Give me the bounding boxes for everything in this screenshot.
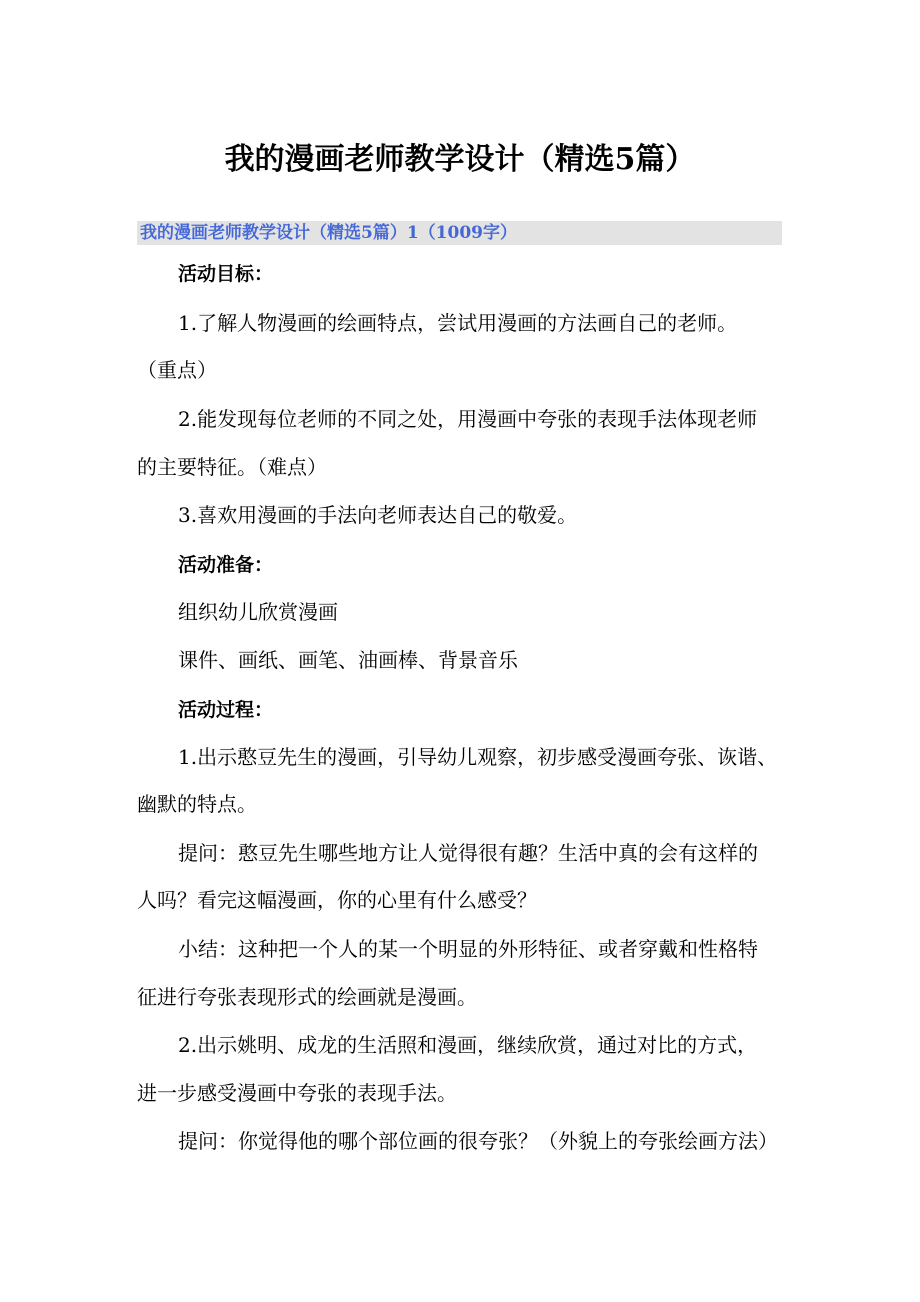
goal-1-line-1: 1.了解人物漫画的绘画特点，尝试用漫画的方法画自己的老师。 [178,311,738,335]
question-1-line-1: 提问：憨豆先生哪些地方让人觉得很有趣？生活中真的会有这样的 [178,841,758,865]
process-2-line-1: 2.出示姚明、成龙的生活照和漫画，继续欣赏，通过对比的方式， [178,1033,758,1057]
heading-activity-process: 活动过程： [178,699,274,721]
document-title: 我的漫画老师教学设计（精选5篇） [224,142,696,177]
goal-1-line-2: （重点） [137,358,217,382]
summary-line-2: 征进行夸张表现形式的绘画就是漫画。 [137,985,477,1009]
goal-2-line-2: 的主要特征。（难点） [137,455,327,479]
question-1-line-2: 人吗？看完这幅漫画，你的心里有什么感受？ [137,888,537,912]
heading-activity-goals: 活动目标： [178,263,274,285]
heading-activity-preparation: 活动准备： [178,554,274,576]
process-2-line-2: 进一步感受漫画中夸张的表现手法。 [137,1081,457,1105]
goal-2-line-1: 2.能发现每位老师的不同之处，用漫画中夸张的表现手法体现老师 [178,407,758,431]
process-1-line-2: 幽默的特点。 [137,792,257,816]
section-heading: 我的漫画老师教学设计（精选5篇）1（1009字） [140,223,517,243]
question-2: 提问：你觉得他的哪个部位画的很夸张？（外貌上的夸张绘画方法） [178,1129,778,1153]
summary-line-1: 小结：这种把一个人的某一个明显的外形特征、或者穿戴和性格特 [178,937,758,961]
process-1-line-1: 1.出示憨豆先生的漫画，引导幼儿观察，初步感受漫画夸张、诙谐、 [178,745,778,769]
preparation-item-2: 课件、画纸、画笔、油画棒、背景音乐 [178,648,518,672]
preparation-item-1: 组织幼儿欣赏漫画 [178,600,338,624]
goal-3: 3.喜欢用漫画的手法向老师表达自己的敬爱。 [178,503,578,527]
